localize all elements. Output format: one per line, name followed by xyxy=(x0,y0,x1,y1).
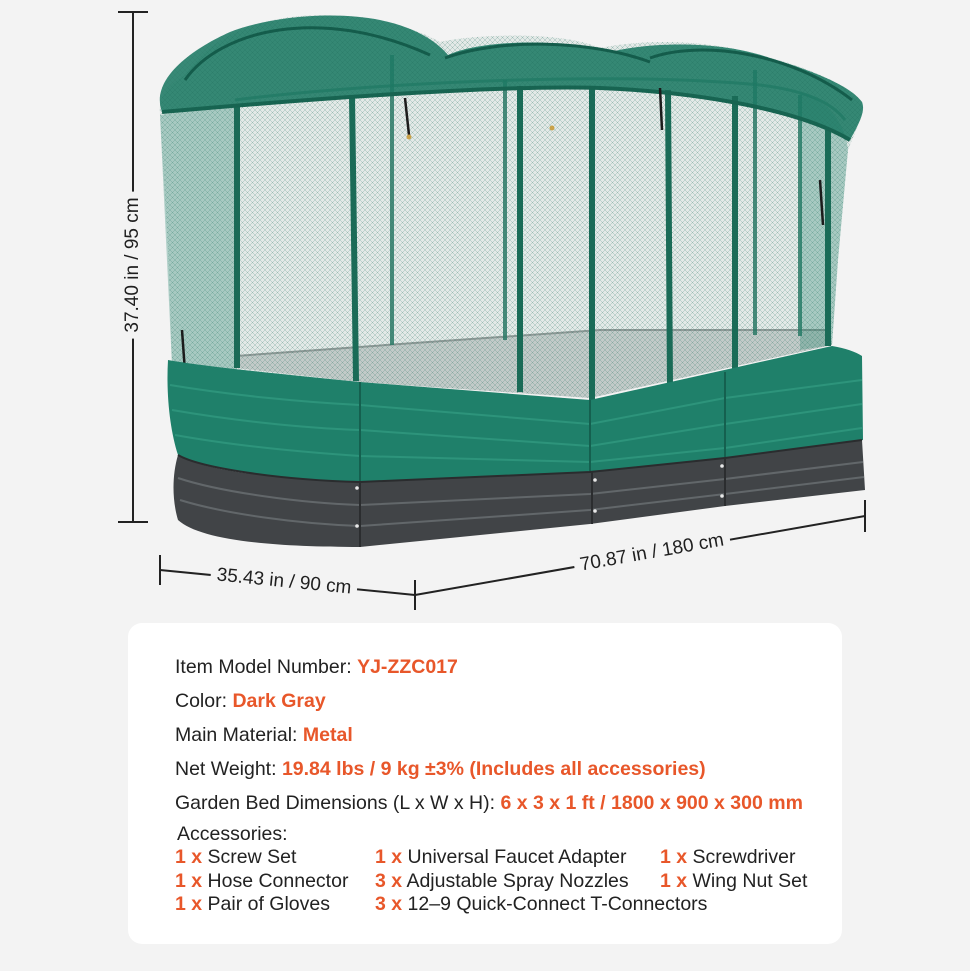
spec-label: Item Model Number: xyxy=(175,656,352,678)
accessories-title: Accessories: xyxy=(177,823,288,845)
zipper-pull xyxy=(407,135,412,140)
screw xyxy=(593,478,597,482)
accessory-name: Pair of Gloves xyxy=(207,893,330,915)
screw xyxy=(720,464,724,468)
length-dimension-label: 70.87 in / 180 cm xyxy=(572,528,731,577)
spec-value: 19.84 lbs / 9 kg ±3% (Includes all accessories) xyxy=(281,758,706,780)
accessory-qty: 3 x xyxy=(375,893,403,915)
spec-label: Garden Bed Dimensions (L x W x H): xyxy=(175,792,496,814)
accessory-qty: 3 x xyxy=(375,869,403,892)
accessories-list xyxy=(175,846,842,917)
zipper-pull xyxy=(550,126,555,131)
accessory-name: Screw Set xyxy=(207,846,297,868)
pole xyxy=(668,90,670,388)
accessory-qty: 1 x xyxy=(175,893,203,915)
accessory-item xyxy=(375,846,660,870)
accessory-item xyxy=(175,893,375,917)
spec-value: 6 x 3 x 1 ft / 1800 x 900 x 300 mm xyxy=(500,792,803,814)
height-dimension-label: 37.40 in / 95 cm xyxy=(122,191,144,338)
accessory-name: Wing Nut Set xyxy=(692,869,808,892)
spec-value: YJ-ZZC017 xyxy=(357,656,458,678)
screw xyxy=(720,494,724,498)
pole xyxy=(352,96,356,381)
spec-model-number xyxy=(175,650,842,684)
accessory-item xyxy=(375,893,708,917)
accessory-item xyxy=(175,870,375,894)
accessory-qty: 1 x xyxy=(375,846,403,868)
accessory-name: Universal Faucet Adapter xyxy=(407,846,627,868)
width-dimension-label: 35.43 in / 90 cm xyxy=(210,564,359,600)
accessory-item xyxy=(375,870,660,894)
mesh-left-end xyxy=(160,104,237,370)
accessory-item xyxy=(660,870,842,894)
accessory-name: Hose Connector xyxy=(207,869,349,892)
accessory-name: 12–9 Quick-Connect T-Connectors xyxy=(407,893,708,915)
spec-material xyxy=(175,718,842,752)
specs-card xyxy=(128,623,842,944)
spec-label: Main Material: xyxy=(175,724,298,746)
spec-label: Net Weight: xyxy=(175,758,277,780)
accessory-item xyxy=(660,846,842,870)
screw xyxy=(355,524,359,528)
accessory-qty: 1 x xyxy=(175,846,203,868)
accessory-qty: 1 x xyxy=(660,846,688,868)
accessory-item xyxy=(175,846,375,870)
screw xyxy=(593,509,597,513)
spec-value: Metal xyxy=(302,724,353,746)
accessory-qty: 1 x xyxy=(660,869,688,892)
accessory-qty: 1 x xyxy=(175,869,203,892)
spec-value: Dark Gray xyxy=(232,690,326,712)
accessory-name: Adjustable Spray Nozzles xyxy=(406,869,629,892)
accessory-name: Screwdriver xyxy=(692,846,796,868)
screw xyxy=(355,486,359,490)
spec-net-weight xyxy=(175,752,842,786)
spec-dimensions xyxy=(175,786,842,820)
spec-color xyxy=(175,684,842,718)
spec-label: Color: xyxy=(175,690,228,712)
